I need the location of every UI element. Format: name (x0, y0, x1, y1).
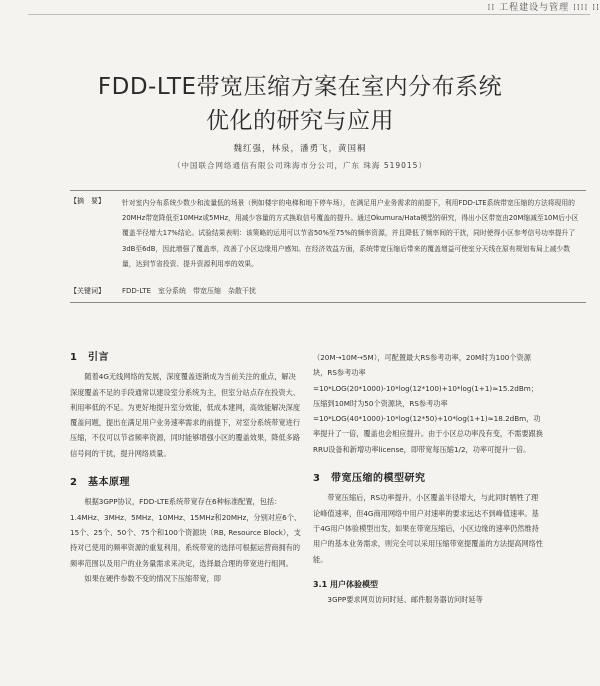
affiliation: （中国联合网络通信有限公司珠海市分公司，广东 珠海 519015） (173, 161, 427, 170)
left-column (70, 350, 302, 586)
section-3-text: 带宽压缩后，RS功率提升，小区覆盖半径增大，与此同时牺牲了理论峰值速率，但4G商用网络中用户对速率的要求远达不到峰值速率。基于4G用户体验模型出发，如果在带宽压缩后，小区边缘的速率仍然维持用户的基本业务需求，则完全可以采用压缩带宽提覆盖的方法提高网络性能。 (313, 493, 544, 564)
paper-title (0, 70, 600, 138)
keywords-text: FDD-LTE 室分系统 带宽压缩 杂散干扰 (122, 287, 256, 295)
section-3-1-text: 3GPP要求网页访问时延、邮件服务器访问时延等 (327, 595, 483, 605)
section-2-text-2: 如果在硬件参数不变的情况下压缩带宽，即 (84, 573, 221, 583)
right-column-text-1: （20M→10M→5M），可配置最大RS参考功率，20M时为100个资源块，RS参考功率=10*LOG(20*1000)-10*log(12*100)+10*log(1+1)≈15.2dBm；压缩到10M时为50个资源块，RS参考功率=10*LOG(40*1000)-10*log(12*50)+10*log(1+1)≈18.2dBm，功率提升了一倍，覆盖也会相应提升。由于小区总功率没有变，不需要跟换RRU设备和新增功率license，即带宽每压缩1/2，功率可提升一倍。 (313, 353, 544, 454)
abstract-text (70, 196, 582, 272)
abstract-bottom-rule (70, 302, 586, 303)
title-line-2: 优化的研究与应用 (206, 108, 394, 134)
section-1-text: 随着4G无线网络的发展，深度覆盖逐渐成为当前关注的重点，解决深度覆盖不足的手段通常以建设室分系统为主，但室分站点存在投资大、利用率低的不足。为更好地提升室分效能，低成本建网，高效能解决深度覆盖问题，提出在满足用户业务速率需求的前提下，对室分系统带宽进行压缩，不仅可以节省频率资源，同时能够增强小区的覆盖效果，降低多路信号间的干扰，提升网络质量。 (70, 372, 301, 458)
keywords-label: 【关键词】 (70, 287, 105, 295)
section-3-1-heading: 3.1 用户体验模型 (313, 579, 378, 589)
abstract-label: 【摘 要】 (70, 197, 105, 205)
abstract-top-rule (70, 190, 586, 191)
section-3-heading: 3 带宽压缩的模型研究 (313, 473, 426, 485)
section-2-heading: 2 基本原理 (70, 477, 130, 489)
right-column (313, 350, 543, 607)
section-2-text-1: 根据3GPP协议，FDD-LTE系统带宽存在6种标准配置，包括：1.4MHz、3MHz、5MHz、10MHz、15MHz和20MHz，分别对应6个、15个、25个、50个、75个和100个资源块（RB, Resource Block），支持对已使用的频率资源的重复利用，系统带宽的选择可根据运营商拥有的频率范围以及用户的业务量需求来决定，选择最合理的带宽进行组网。 (70, 497, 302, 568)
authors: 魏红强，林泉，潘勇飞，黄国桐 (233, 144, 367, 154)
abstract-body: 针对室内分布系统少数少和流量低的场景（例如楼宇的电梯和地下停车场），在满足用户业务需求的前提下，利用FDD-LTE系统带宽压缩的方法将现用的20MHz带宽降低至10MHz或5MHz，用减少容量的方式换取信号覆盖的提升。通过Okumura/Hata模型的研究，得出小区带宽由20M缩减至10M后小区覆盖半径增大17%结论。试验结果表明：该策略的运用可以节省50%至75%的频率资源，并且降低了频率间的干扰，同时使得小区参考信号功率提升了3dB至6dB，因此增强了覆盖率，改善了小区边缘用户感知。在经济效益方面，系统带宽压缩后带来的覆盖增益可使室分天线在原有规划布局上减少数量，达到节省投资、提升资源利用率的效果。 (122, 199, 579, 268)
title-line-1: FDD-LTE带宽压缩方案在室内分布系统 (97, 74, 503, 100)
journal-section-tag: ⁞⁞ 工程建设与管理 ⁞⁞⁞⁞ ⁞⁞ (487, 3, 600, 13)
section-1-heading: 1 引言 (70, 352, 109, 363)
header-divider (28, 14, 590, 15)
